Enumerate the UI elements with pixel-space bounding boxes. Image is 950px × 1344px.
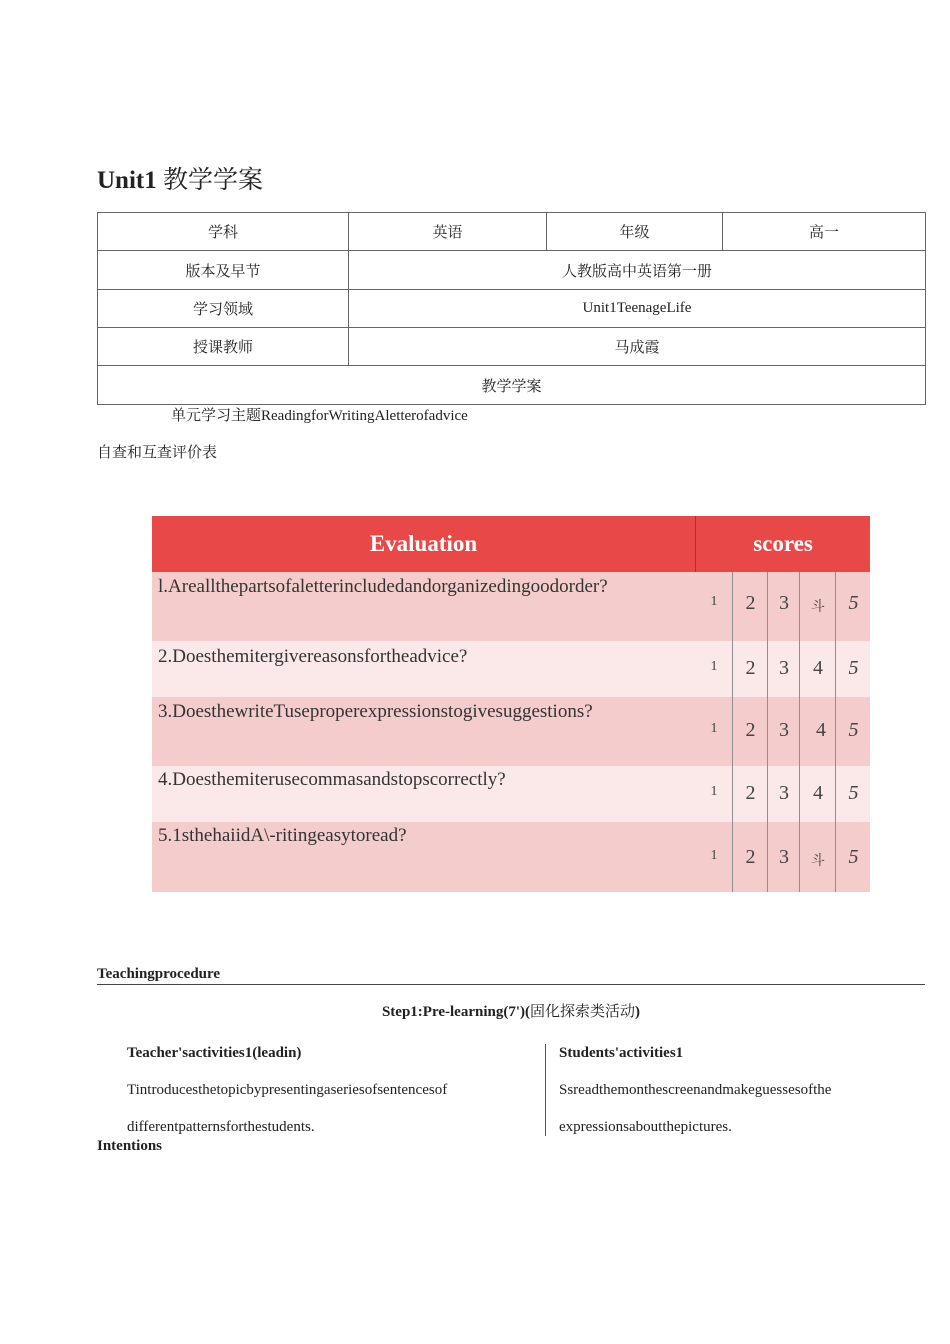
title-prefix: Unit1: [97, 167, 157, 194]
course-info-table: [97, 212, 926, 405]
score-1[interactable]: 1: [710, 594, 718, 609]
title-suffix: 教学学案: [162, 167, 263, 194]
score-2[interactable]: 2: [732, 822, 768, 892]
score-3[interactable]: 3: [767, 572, 800, 641]
score-5[interactable]: 5: [835, 822, 871, 892]
teacher-activities-line: Tintroducesthetopicbypresentingaseriesofsentencesof: [127, 1082, 448, 1098]
teacher-activities: [127, 1042, 537, 1138]
score-5[interactable]: 5: [835, 697, 871, 766]
score-1[interactable]: 1: [710, 848, 718, 863]
students-activities-line: Ssreadthemonthescreenandmakeguessesofthe: [559, 1082, 832, 1098]
grade-label: 年级: [547, 213, 723, 251]
score-4[interactable]: 斗: [799, 822, 836, 892]
evaluation-row-1: [152, 572, 870, 641]
teacher-label: 授课教师: [98, 328, 349, 366]
score-2[interactable]: 2: [732, 641, 768, 697]
table-row: [98, 251, 926, 290]
score-3[interactable]: 3: [767, 822, 800, 892]
evaluation-row-5: [152, 822, 870, 892]
score-2[interactable]: 2: [732, 572, 768, 641]
subject-label: 学科: [98, 213, 349, 251]
step1-activity-type: 固化探索类活动: [530, 1004, 636, 1020]
evaluation-column-header: Evaluation: [152, 516, 696, 572]
score-4[interactable]: 斗: [799, 572, 836, 641]
evaluation-row-4: [152, 766, 870, 822]
question-text: l.Areallthepartsofaletterincludedandorganizedingoodorder?: [158, 576, 608, 597]
table-row: [98, 366, 926, 405]
plan-label: 教学学案: [98, 366, 926, 405]
evaluation-table: [152, 516, 870, 892]
step1-close: ): [635, 1004, 641, 1020]
teaching-procedure-heading: Teachingprocedure: [97, 964, 925, 985]
grade-value: 高一: [723, 213, 926, 251]
evaluation-row-2: [152, 641, 870, 697]
score-5[interactable]: 5: [835, 641, 871, 697]
teacher-activities-title: Teacher'sactivities1(leadin): [127, 1045, 302, 1061]
score-2[interactable]: 2: [732, 766, 768, 822]
teacher-activities-line: differentpatternsforthestudents.: [127, 1119, 315, 1135]
evaluation-row-3: [152, 697, 870, 766]
score-5[interactable]: 5: [835, 572, 871, 641]
intentions-heading: Intentions: [97, 1138, 163, 1154]
score-4[interactable]: 4: [799, 641, 836, 697]
edition-value: 人教版高中英语第一册: [349, 251, 926, 290]
step1-label: Step1:Pre-learning(7')(: [381, 1004, 530, 1020]
question-text: 3.DoesthewriteTuseproperexpressionstogivesuggestions?: [158, 701, 593, 722]
step1-heading: [97, 1001, 925, 1023]
unit-theme: 单元学习主题ReadingforWritingAletterofadvice: [171, 408, 468, 424]
students-activities-line: expressionsaboutthepictures.: [559, 1119, 732, 1135]
score-5[interactable]: 5: [835, 766, 871, 822]
question-text: 2.Doesthemitergivereasonsfortheadvice?: [158, 646, 468, 667]
score-3[interactable]: 3: [767, 697, 800, 766]
field-label: 学习领域: [98, 290, 349, 328]
score-2[interactable]: 2: [732, 697, 768, 766]
evaluation-header: [152, 516, 870, 572]
field-value: Unit1TeenageLife: [349, 290, 926, 328]
students-activities: [559, 1042, 889, 1138]
question-text: 5.1sthehaiidA\-ritingeasytoread?: [158, 825, 407, 846]
score-1[interactable]: 1: [710, 784, 718, 799]
subject-value: 英语: [349, 213, 547, 251]
column-divider: [545, 1044, 546, 1136]
evaluation-heading: 自查和互查评价表: [97, 445, 218, 461]
page-title: [97, 164, 263, 198]
score-1[interactable]: 1: [710, 721, 718, 736]
score-3[interactable]: 3: [767, 766, 800, 822]
score-4[interactable]: 4: [799, 766, 836, 822]
question-text: 4.Doesthemiterusecommasandstopscorrectly?: [158, 769, 506, 790]
table-row: [98, 328, 926, 366]
table-row: [98, 290, 926, 328]
teacher-value: 马成霞: [349, 328, 926, 366]
score-4[interactable]: 4: [799, 697, 836, 766]
edition-label: 版本及早节: [98, 251, 349, 290]
score-1[interactable]: 1: [710, 659, 718, 674]
table-row: [98, 213, 926, 251]
scores-column-header: scores: [753, 531, 813, 556]
students-activities-title: Students'activities1: [559, 1045, 684, 1061]
score-3[interactable]: 3: [767, 641, 800, 697]
